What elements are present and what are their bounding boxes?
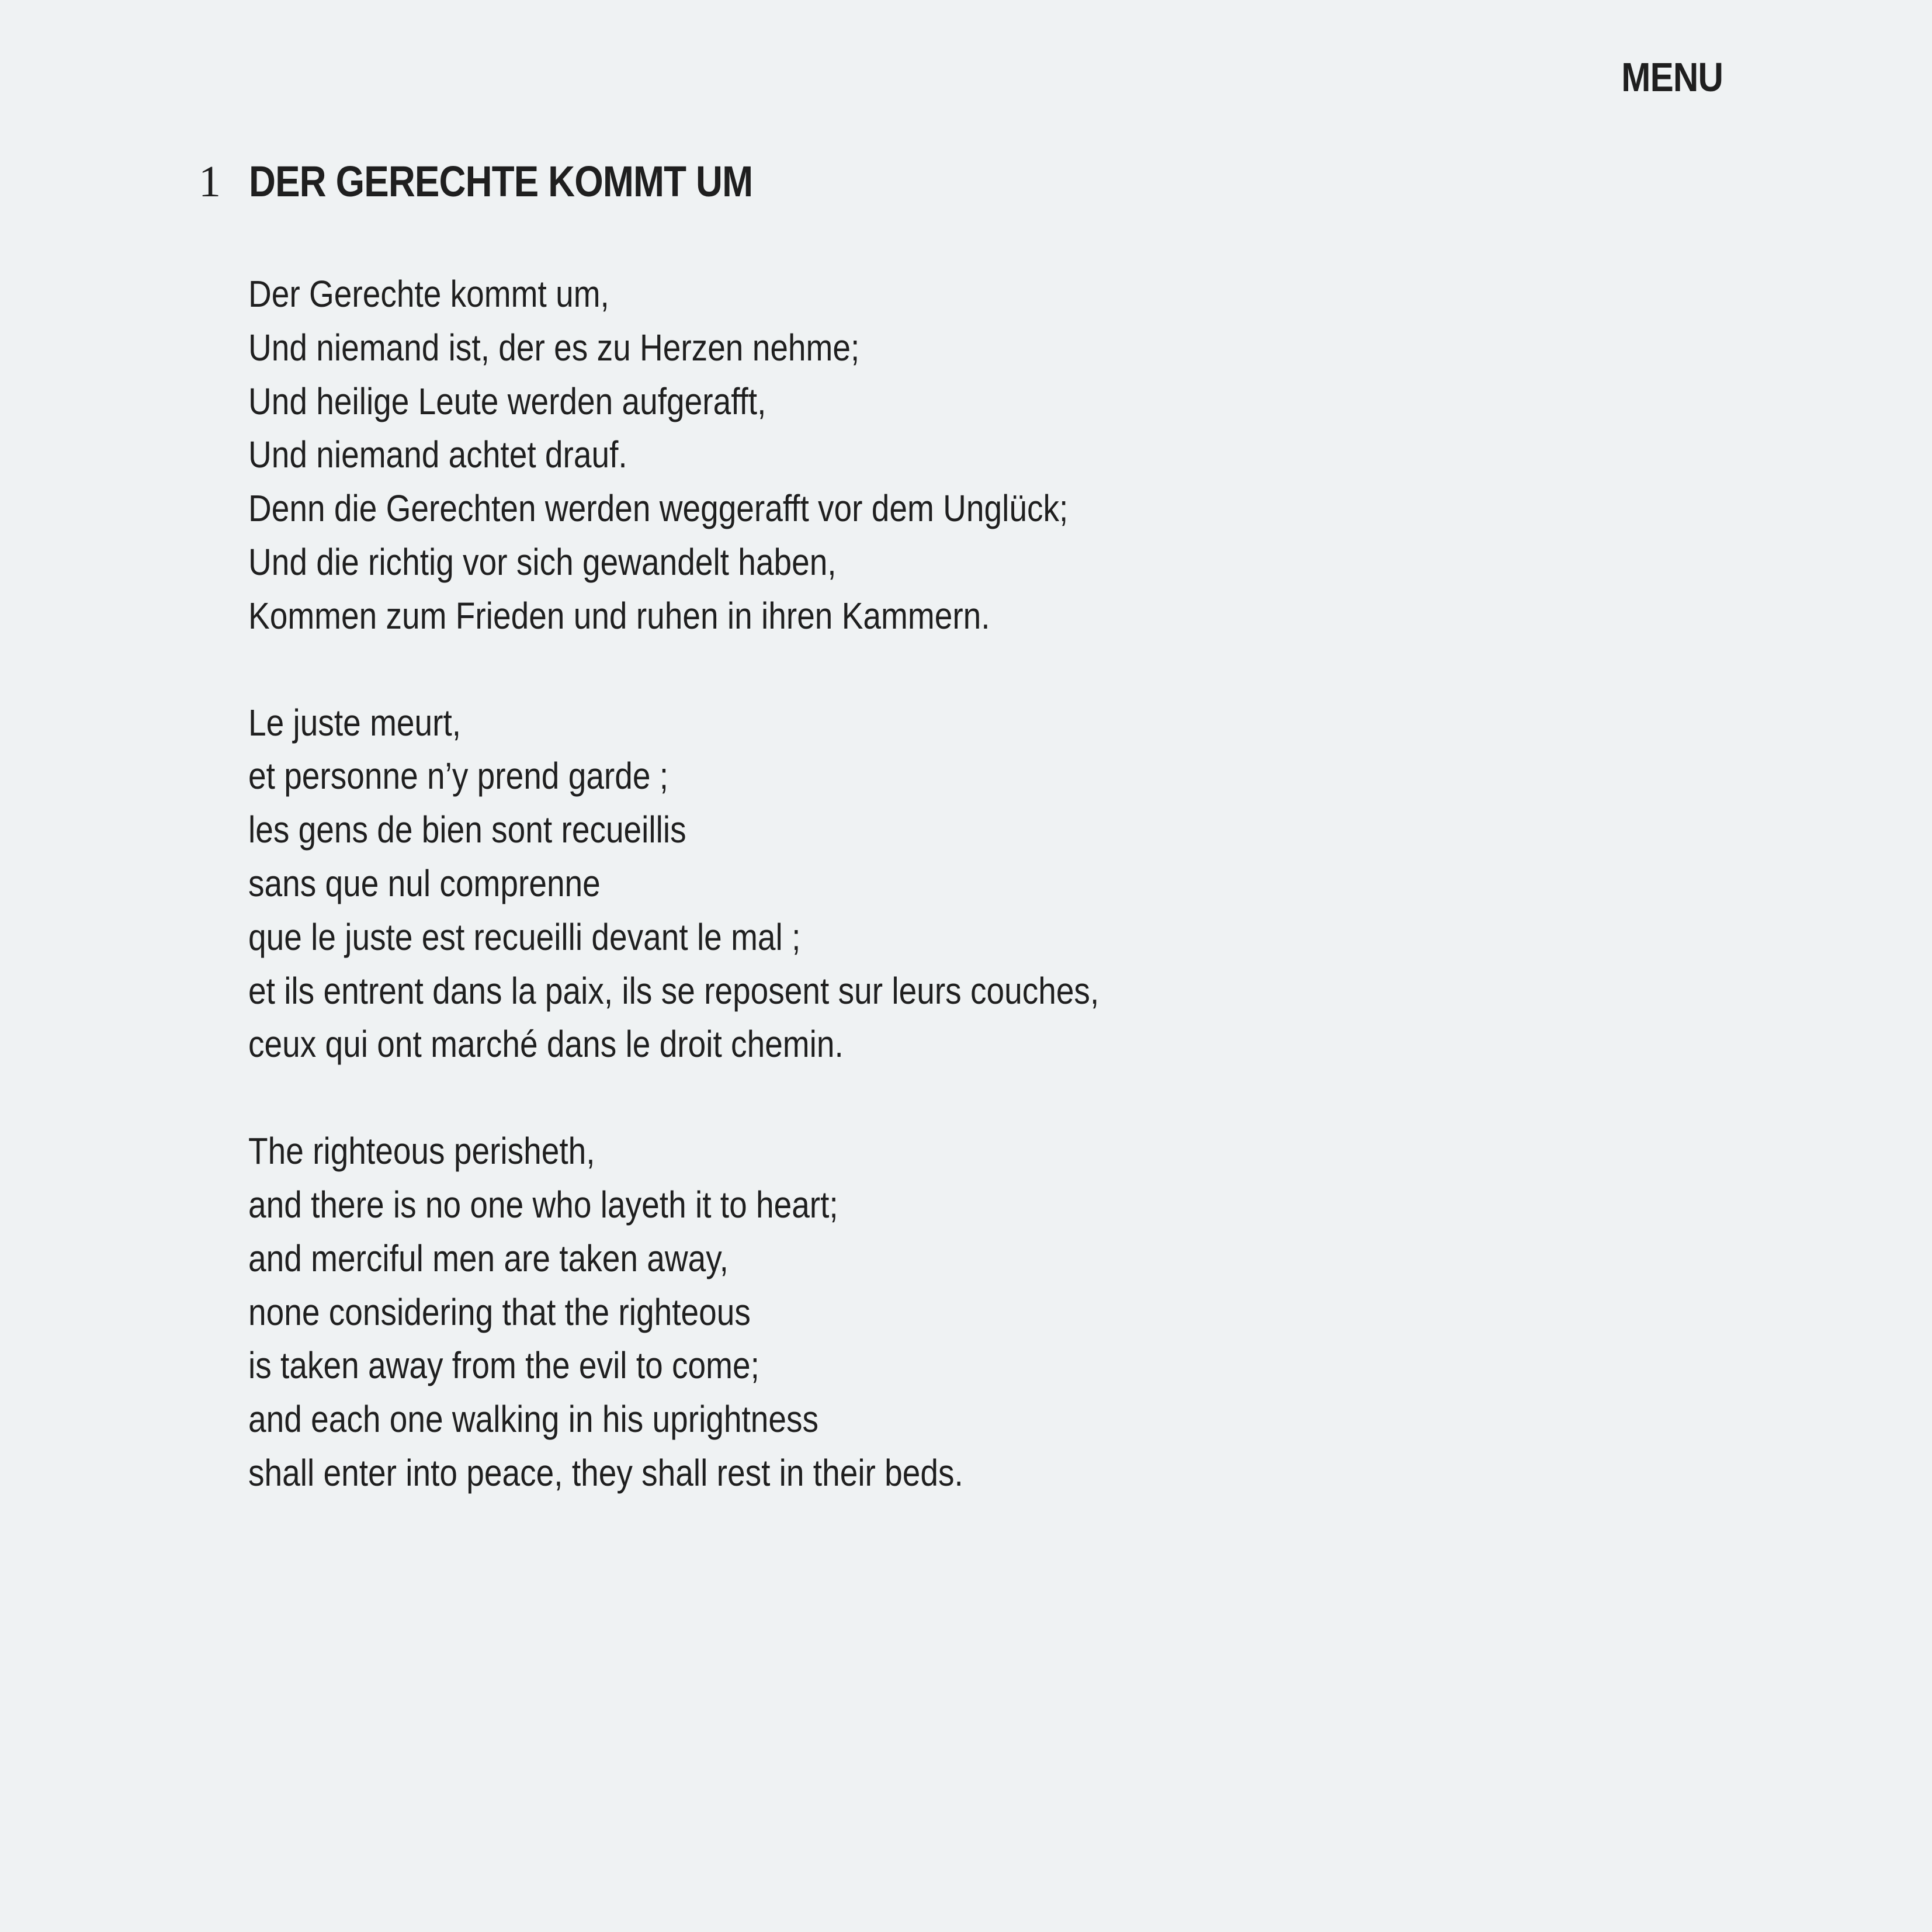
lyric-line: Le juste meurt, [248, 701, 462, 744]
lyric-line: Und niemand ist, der es zu Herzen nehme; [248, 326, 860, 369]
track-title: DER GERECHTE KOMMT UM [249, 157, 753, 206]
lyric-line: les gens de bien sont recueillis [248, 809, 686, 851]
lyric-line: is taken away from the evil to come; [248, 1344, 759, 1387]
stanza-french [248, 696, 1237, 1072]
lyric-line: Denn die Gerechten werden weggerafft vor dem Unglück; [248, 487, 1069, 530]
lyric-line: et ils entrent dans la paix, ils se reposent sur leurs couches, [248, 969, 1099, 1012]
lyric-line: Und niemand achtet drauf. [248, 433, 627, 476]
lyric-line: and there is no one who layeth it to heart; [248, 1183, 838, 1226]
lyric-line: ceux qui ont marché dans le droit chemin. [248, 1023, 844, 1066]
stanza-german [248, 268, 1237, 643]
lyric-line: Der Gerechte kommt um, [248, 273, 609, 315]
lyric-line: Kommen zum Frieden und ruhen in ihren Kammern. [248, 594, 990, 637]
menu-button[interactable]: MENU [1621, 54, 1723, 100]
lyric-line: and each one walking in his uprightness [248, 1398, 819, 1441]
lyric-line: The righteous perisheth, [248, 1130, 595, 1173]
track-heading [199, 157, 835, 207]
lyric-line: sans que nul comprenne [248, 862, 601, 904]
lyric-line: shall enter into peace, they shall rest in their beds. [248, 1451, 963, 1494]
lyric-line: and merciful men are taken away, [248, 1237, 729, 1279]
lyric-line: Und heilige Leute werden aufgerafft, [248, 380, 766, 422]
lyric-line: Und die richtig vor sich gewandelt haben, [248, 540, 837, 583]
lyric-line: que le juste est recueilli devant le mal ; [248, 915, 801, 958]
lyric-line: et personne n’y prend garde ; [248, 755, 669, 797]
stanza-english [248, 1125, 1237, 1500]
lyrics-text [248, 268, 1237, 1553]
lyric-line: none considering that the righteous [248, 1291, 751, 1333]
track-number: 1 [199, 157, 221, 206]
